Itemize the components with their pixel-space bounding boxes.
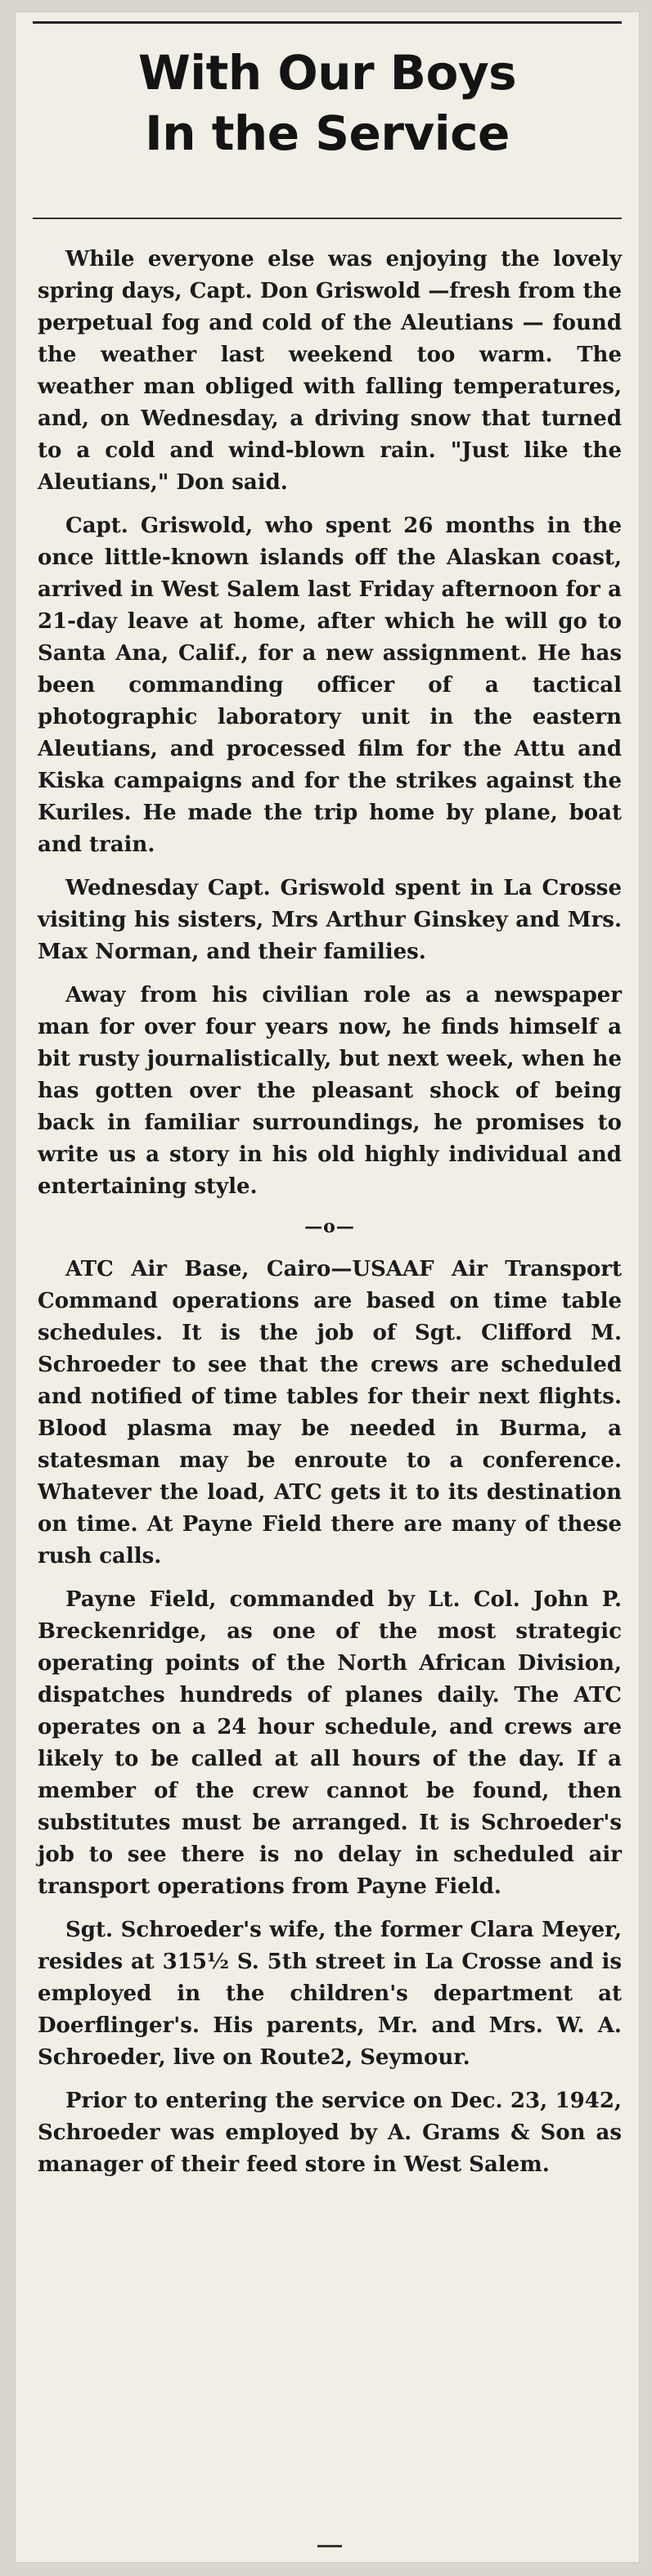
paragraph: ATC Air Base, Cairo—USAAF Air Transport Command operations are based on time table schedules. It is the job of Sgt. Clifford M. Schroeder to see that the crews are scheduled and notified of time tables for their next flights. Blood plasma may be needed in Burma, a statesman may be enroute to a conference. Whatever the load, ATC gets it to its destination on time. At Payne Field there are many of these rush calls.	[38, 1257, 622, 1568]
headline-line-2: In the Service	[145, 105, 510, 161]
paragraph: Capt. Griswold, who spent 26 months in the once little-known islands off the Alaskan coast, arrived in West Salem last Friday afternoon for a 21-day leave at home, after which he will go to Santa Ana, Calif., for a new assignment. He has been commanding officer of a tactical photographic laboratory unit in the eastern Aleutians, and processed film for the Attu and Kiska campaigns and for the strikes against the Kuriles. He made the trip home by plane, boat and train.	[38, 514, 622, 857]
paragraph: Sgt. Schroeder's wife, the former Clara Meyer, resides at 315½ S. 5th street in La Crosse and is employed in the children's department at Doerflinger's. His parents, Mr. and Mrs. W. A. Schroeder, live on Route2, Seymour.	[38, 1918, 622, 2070]
headline-rule	[33, 218, 622, 219]
article-body	[38, 244, 622, 2192]
headline	[33, 43, 622, 164]
section-divider: —o—	[304, 1216, 355, 1237]
paragraph: Away from his civilian role as a newspaper man for over four years now, he finds himself a bit rusty journalistically, but next week, when he has gotten over the pleasant shock of being back in familiar surroundings, he promises to write us a story in his old highly individual and entertaining style.	[38, 983, 622, 1199]
paragraph: Prior to entering the service on Dec. 23, 1942, Schroeder was employed by A. Grams & Son as manager of their feed store in West Salem.	[38, 2089, 622, 2177]
bottom-rule	[317, 2545, 342, 2547]
paragraph: Payne Field, commanded by Lt. Col. John P. Breckenridge, as one of the most strategic operating points of the North African Division, dispatches hundreds of planes daily. The ATC operates on a 24 hour schedule, and crews are likely to be called at all hours of the day. If a member of the crew cannot be found, then substitutes must be arranged. It is Schroeder's job to see there is no delay in scheduled air transport operations from Payne Field.	[38, 1587, 622, 1899]
headline-line-1: With Our Boys	[137, 45, 517, 101]
top-rule	[33, 21, 622, 24]
paragraph: While everyone else was enjoying the lovely spring days, Capt. Don Griswold —fresh from the perpetual fog and cold of the Aleutians — found the weather last weekend too warm. The weather man obliged with falling temperatures, and, on Wednesday, a driving snow that turned to a cold and wind-blown rain. "Just like the Aleutians," Don said.	[38, 247, 622, 495]
newspaper-clipping	[15, 11, 640, 2563]
paragraph: Wednesday Capt. Griswold spent in La Crosse visiting his sisters, Mrs Arthur Ginskey and Mrs. Max Norman, and their families.	[38, 876, 622, 964]
